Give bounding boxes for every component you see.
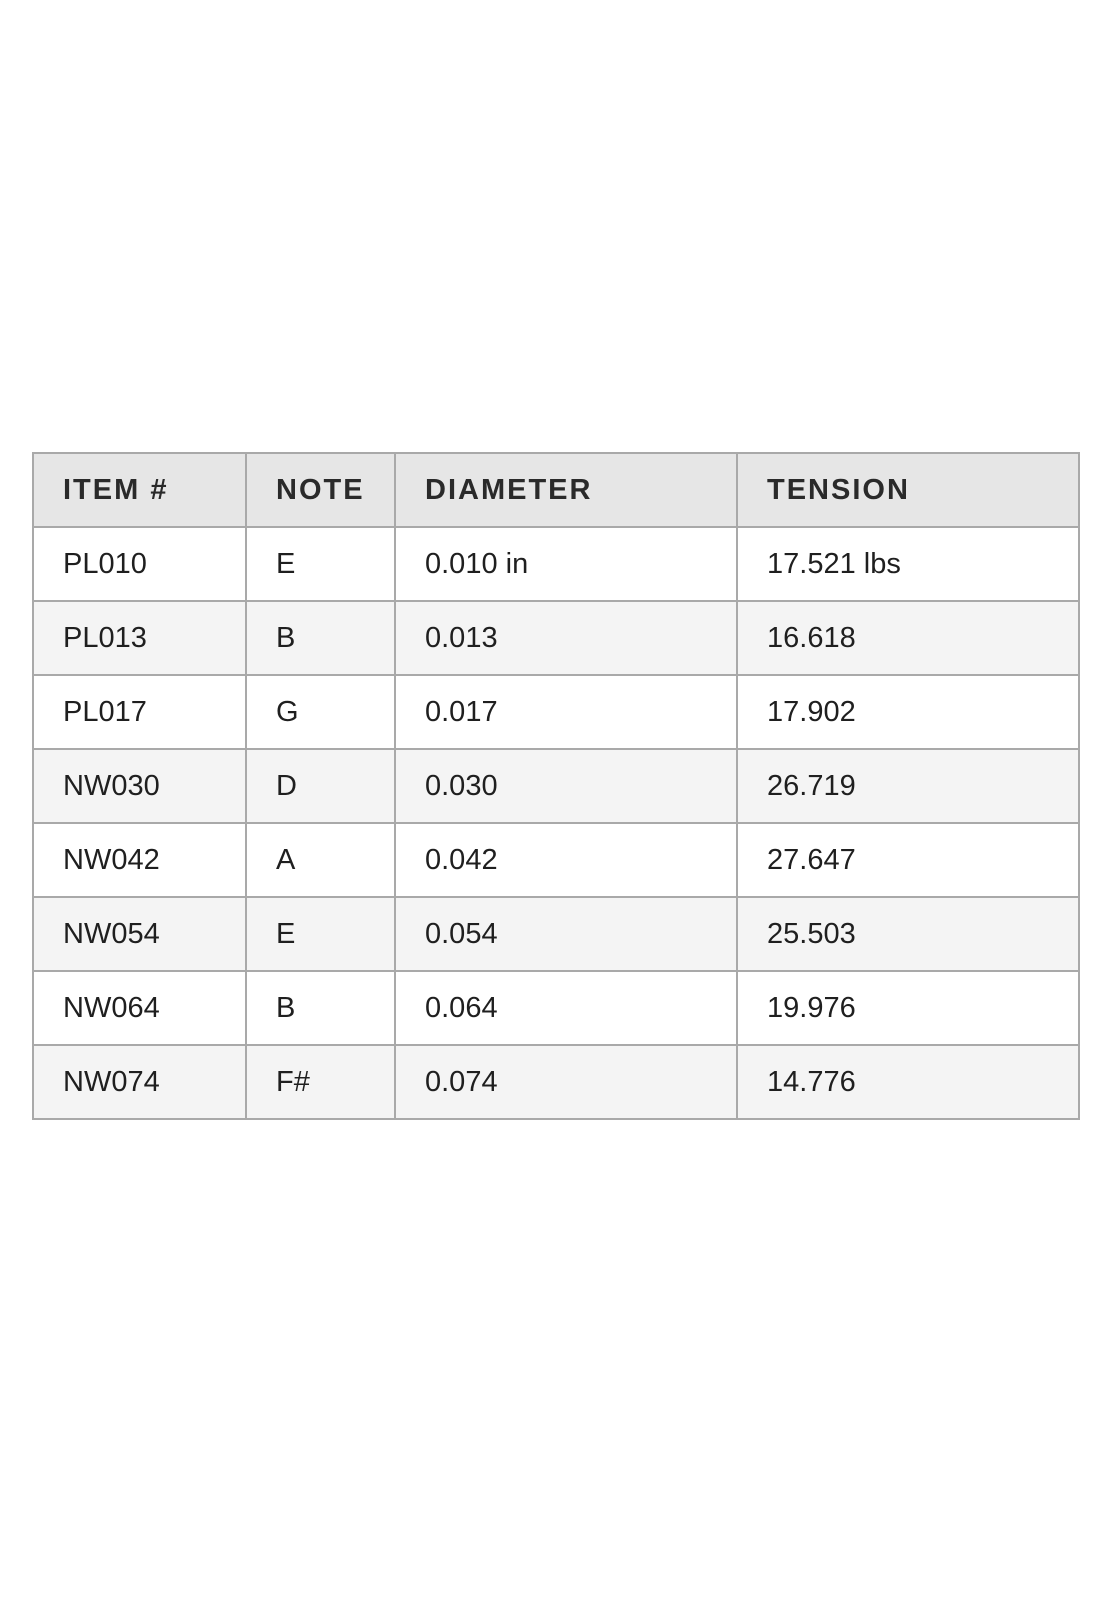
cell-item: PL013: [33, 601, 246, 675]
table-row: [33, 527, 1079, 601]
cell-item: NW030: [33, 749, 246, 823]
table-row: [33, 1045, 1079, 1119]
cell-tension: 26.719: [737, 749, 1079, 823]
cell-note: F#: [246, 1045, 395, 1119]
cell-tension: 14.776: [737, 1045, 1079, 1119]
cell-diameter: 0.042: [395, 823, 737, 897]
header-diameter: DIAMETER: [395, 453, 737, 527]
table-row: [33, 823, 1079, 897]
cell-item: PL017: [33, 675, 246, 749]
table-body: [33, 527, 1079, 1119]
cell-note: D: [246, 749, 395, 823]
cell-note: A: [246, 823, 395, 897]
cell-item: PL010: [33, 527, 246, 601]
header-row: [33, 453, 1079, 527]
cell-diameter: 0.013: [395, 601, 737, 675]
cell-diameter: 0.054: [395, 897, 737, 971]
string-spec-table: [32, 452, 1080, 1120]
header-note: NOTE: [246, 453, 395, 527]
string-table-container: [32, 452, 1078, 1120]
cell-tension: 27.647: [737, 823, 1079, 897]
cell-tension: 17.902: [737, 675, 1079, 749]
table-row: [33, 675, 1079, 749]
cell-item: NW064: [33, 971, 246, 1045]
header-item: ITEM #: [33, 453, 246, 527]
cell-note: E: [246, 527, 395, 601]
cell-tension: 25.503: [737, 897, 1079, 971]
table-row: [33, 897, 1079, 971]
table-row: [33, 971, 1079, 1045]
cell-note: B: [246, 601, 395, 675]
cell-tension: 19.976: [737, 971, 1079, 1045]
cell-diameter: 0.064: [395, 971, 737, 1045]
cell-tension: 16.618: [737, 601, 1079, 675]
cell-item: NW042: [33, 823, 246, 897]
cell-tension: 17.521 lbs: [737, 527, 1079, 601]
cell-diameter: 0.030: [395, 749, 737, 823]
table-row: [33, 749, 1079, 823]
table-header: [33, 453, 1079, 527]
cell-item: NW054: [33, 897, 246, 971]
cell-note: B: [246, 971, 395, 1045]
table-row: [33, 601, 1079, 675]
header-tension: TENSION: [737, 453, 1079, 527]
cell-diameter: 0.074: [395, 1045, 737, 1119]
cell-diameter: 0.017: [395, 675, 737, 749]
cell-note: G: [246, 675, 395, 749]
cell-item: NW074: [33, 1045, 246, 1119]
cell-note: E: [246, 897, 395, 971]
cell-diameter: 0.010 in: [395, 527, 737, 601]
